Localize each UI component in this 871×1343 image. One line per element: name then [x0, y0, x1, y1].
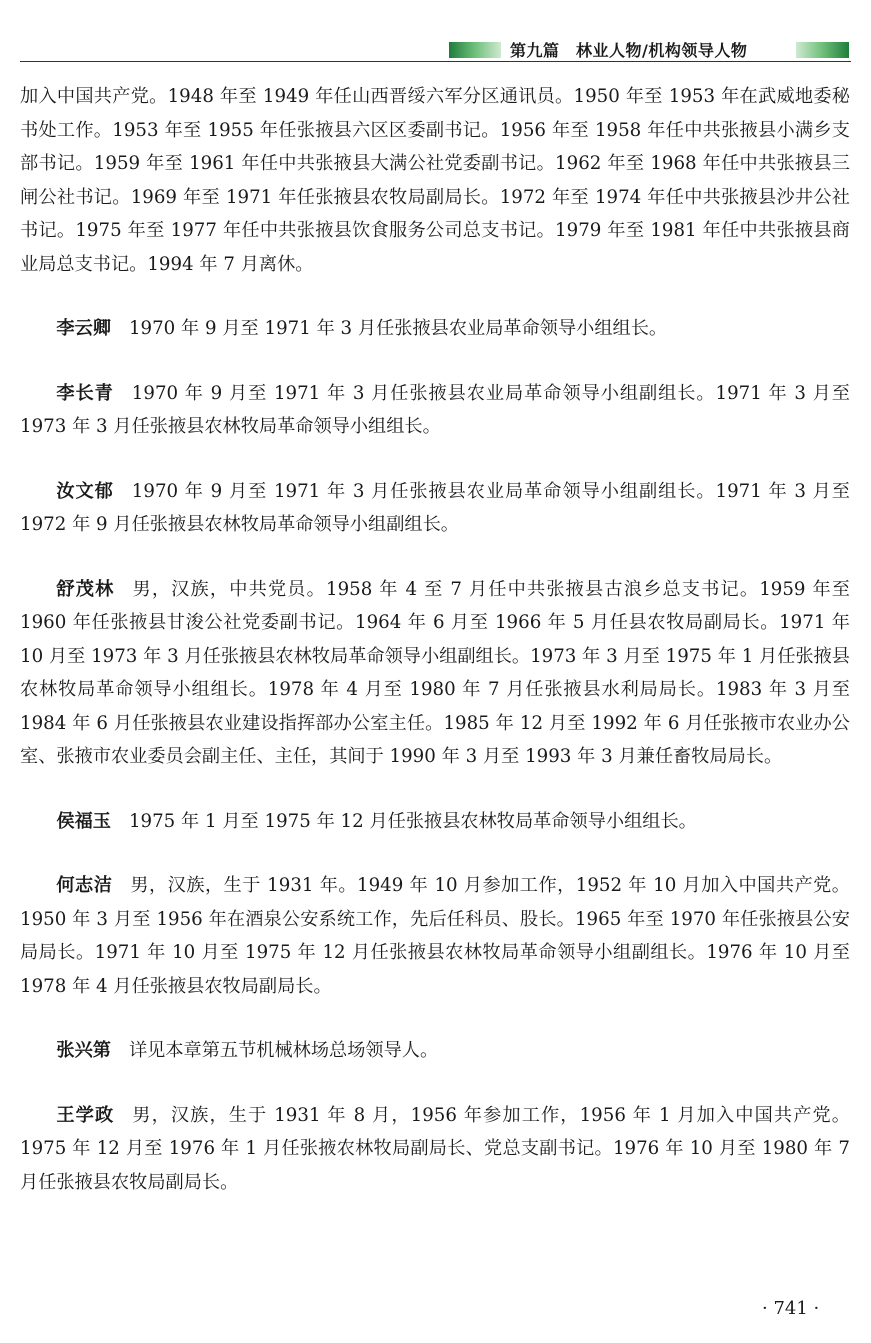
bio-text: 1970 年 9 月至 1971 年 3 月任张掖县农业局革命领导小组副组长。1971 年 3 月至 1972 年 9 月任张掖县农林牧局革命领导小组副组长。	[20, 480, 850, 535]
bio-text: 1975 年 1 月至 1975 年 12 月任张掖县农林牧局革命领导小组组长。	[128, 810, 697, 832]
bio-entry-shu-maolin	[20, 573, 850, 774]
bio-entry-ru-wenyu	[20, 475, 850, 542]
bio-entry-wang-xuezheng	[20, 1099, 850, 1200]
bio-text: 男，汉族，生于 1931 年 8 月，1956 年参加工作，1956 年 1 月加入中国共产党。1975 年 12 月至 1976 年 1 月任张掖农林牧局副局长、党总支副书记。1976 年 10 月至 1980 年 7 月任张掖县农牧局副局长。	[20, 1104, 850, 1193]
page-body	[20, 80, 850, 1199]
header-decor-bar-left	[449, 42, 501, 58]
bio-entry-he-zhijie	[20, 869, 850, 1003]
person-name: 侯福玉	[56, 810, 111, 832]
bio-entry-li-yunqing	[20, 312, 850, 346]
bio-text: 男，汉族，生于 1931 年。1949 年 10 月参加工作，1952 年 10 月加入中国共产党。1950 年 3 月至 1956 年在酒泉公安系统工作，先后任科员、股长。1965 年至 1970 年任张掖县公安局局长。1971 年 10 月至 1975 年 12 月任张掖县农林牧局革命领导小组副组长。1976 年 10 月至 1978 年 4 月任张掖县农牧局副局长。	[20, 875, 850, 997]
bio-text: 详见本章第五节机械林场总场领导人。	[128, 1040, 439, 1061]
person-name: 李长青	[56, 382, 114, 404]
header-rule	[20, 61, 851, 62]
running-header	[0, 36, 871, 66]
bio-text: 男，汉族，中共党员。1958 年 4 至 7 月任中共张掖县古浪乡总支书记。1959 年至 1960 年任张掖县甘浚公社党委副书记。1964 年 6 月至 1966 年 5 月任县农牧局副局长。1971 年 10 月至 1973 年 3 月任张掖县农林牧局革命领导小组副组长。1973 年 3 月至 1975 年 1 月任张掖县农林牧局革命领导小组组长。1978 年 4 月至 1980 年 7 月任张掖县水利局局长。1983 年 3 月至 1984 年 6 月任张掖县农业建设指挥部办公室主任。1985 年 12 月至 1992 年 6 月任张掖市农业办公室、张掖市农业委员会副主任、主任，其间于 1990 年 3 月至 1993 年 3 月兼任畜牧局局长。	[20, 578, 850, 767]
intro-paragraph: 加入中国共产党。1948 年至 1949 年任山西晋绥六军分区通讯员。1950 年至 1953 年在武威地委秘书处工作。1953 年至 1955 年任张掖县六区区委副书记。1956 年至 1958 年任中共张掖县小满乡支部书记。1959 年至 1961 年任中共张掖县大满公社党委副书记。1962 年至 1968 年任中共张掖县三闸公社书记。1969 年至 1971 年任张掖县农牧局副局长。1972 年至 1974 年任中共张掖县沙井公社书记。1975 年至 1977 年任中共张掖县饮食服务公司总支书记。1979 年至 1981 年任中共张掖县商业局总支书记。1994 年 7 月离休。	[20, 86, 850, 275]
bio-entry-zhang-xingdi	[20, 1034, 850, 1068]
bio-entry-hou-fuyu	[20, 805, 850, 839]
person-name: 汝文郁	[56, 480, 114, 502]
bio-text: 1970 年 9 月至 1971 年 3 月任张掖县农业局革命领导小组副组长。1971 年 3 月至 1973 年 3 月任张掖县农林牧局革命领导小组组长。	[20, 382, 850, 437]
person-name: 舒茂林	[56, 578, 115, 600]
person-name: 何志洁	[56, 875, 113, 896]
person-name: 李云卿	[56, 318, 111, 339]
header-title: 第九篇 林业人物/机构领导人物	[510, 41, 748, 60]
bio-text: 1970 年 9 月至 1971 年 3 月任张掖县农业局革命领导小组组长。	[128, 318, 668, 339]
page-number: · 741 ·	[762, 1298, 820, 1319]
person-name: 张兴第	[56, 1040, 111, 1061]
person-name: 王学政	[56, 1104, 115, 1126]
bio-entry-li-changqing	[20, 377, 850, 444]
header-decor-bar-right	[796, 42, 849, 58]
